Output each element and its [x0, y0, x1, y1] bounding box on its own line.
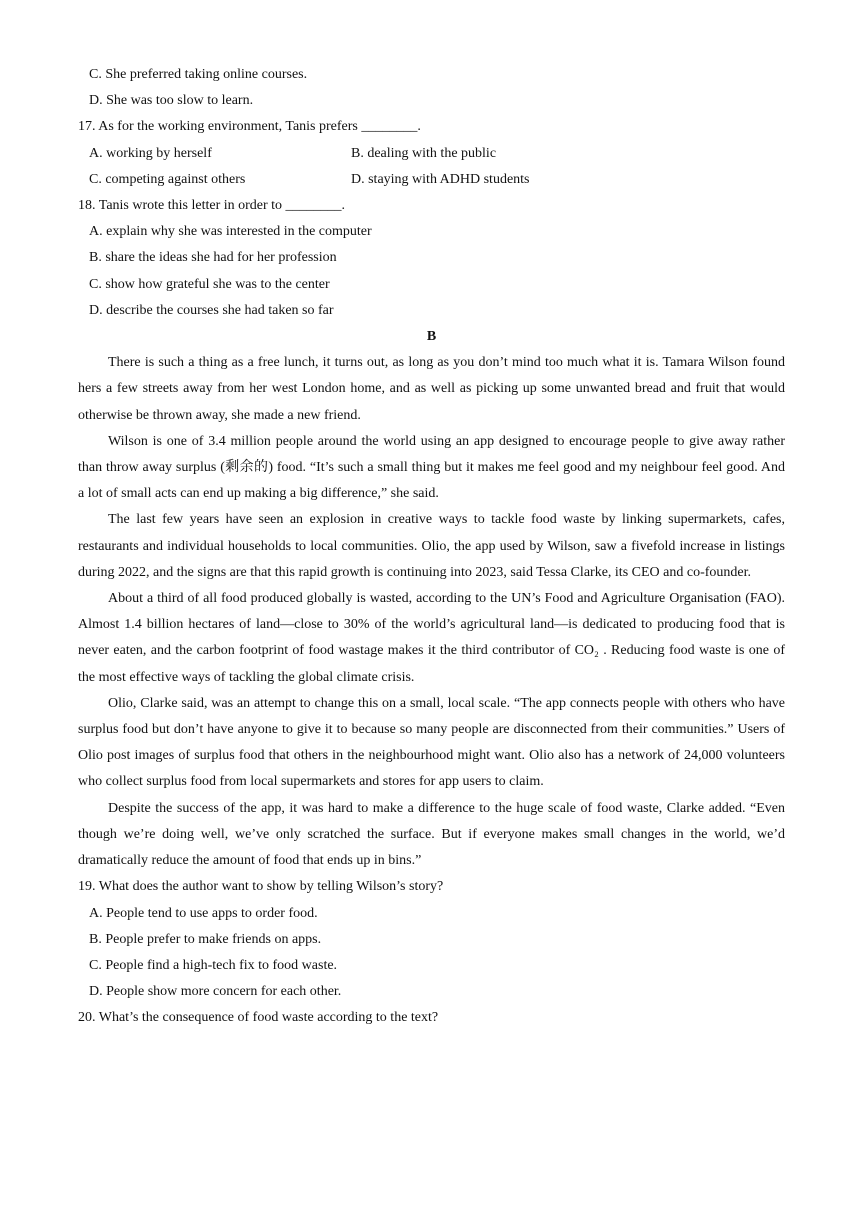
passage-paragraph: Despite the success of the app, it was hard to make a difference to the huge scale of food waste, Clarke added. “Even though we’re doing well, we’ve only scratched the surface. But if everyone makes small changes in the world, we’d dramatically reduce the amount of food that ends up in bins.”	[78, 800, 785, 869]
option-c: C. People find a high-tech fix to food waste.	[89, 957, 338, 973]
option-d: D. She was too slow to learn.	[89, 93, 254, 109]
option-c: C. She preferred taking online courses.	[89, 67, 308, 82]
option-row	[78, 167, 785, 193]
passage-paragraph: Wilson is one of 3.4 million people around the world using an app designed to encourage people to give away rather than throw away surplus (剩余的) food. “It’s such a small thing but it makes me feel good and my neighbour feel good. And a lot of small acts can end up making a big difference,” she said.	[78, 433, 785, 502]
passage-paragraph: There is such a thing as a free lunch, it turns out, as long as you don’t mind too much what it is. Tamara Wilson found hers a few streets away from her west London home, and as well as picking up some unwanted bread and fruit that would otherwise be thrown away, she made a new friend.	[78, 355, 785, 423]
option-b: B. dealing with the public	[351, 145, 497, 161]
question-18	[78, 193, 785, 324]
question-stem: 19. What does the author want to show by telling Wilson’s story?	[78, 879, 444, 895]
question-stem: 18. Tanis wrote this letter in order to ________.	[78, 198, 346, 214]
question-stem: 20. What’s the consequence of food waste according to the text?	[78, 1010, 439, 1026]
option-row	[78, 141, 785, 167]
option-b: B. People prefer to make friends on apps.	[89, 931, 322, 947]
passage-paragraph: Olio, Clarke said, was an attempt to change this on a small, local scale. “The app connects people with others who have surplus food but don’t have anyone to give it to because so many people are disconnected from their communities.” Users of Olio post images of surplus food that others in the neighbourhood might want. Olio also has a network of 24,000 volunteers who collect surplus food from local supermarkets and stores for app users to claim.	[78, 695, 785, 790]
passage-paragraph: About a third of all food produced globally is wasted, according to the UN’s Food and Agriculture Organisation (FAO). Almost 1.4 billion hectares of land—close to 30% of the world’s agricultural land—is dedicated to producing food that is never eaten, and the carbon footprint of food wastage makes it the third contributor of CO₂ . Reducing food waste is one of the most effective ways of tackling the global climate crisis.	[78, 591, 785, 685]
option-d: D. staying with ADHD students	[351, 171, 530, 187]
question-17	[78, 114, 785, 193]
document-page	[78, 62, 785, 1032]
option-c: C. competing against others	[89, 171, 246, 187]
option-b: B. share the ideas she had for her profession	[89, 250, 337, 266]
passage	[78, 350, 785, 874]
question-19	[78, 874, 785, 1005]
option-a: A. explain why she was interested in the computer	[89, 224, 372, 240]
option-c: C. show how grateful she was to the center	[89, 276, 330, 292]
question-stem: 17. As for the working environment, Tanis prefers ________.	[78, 119, 421, 135]
section-heading: B	[426, 329, 437, 345]
option-d: D. People show more concern for each other.	[89, 984, 342, 1000]
option-a: A. working by herself	[89, 145, 212, 161]
question-20	[78, 1005, 785, 1031]
option-a: A. People tend to use apps to order food.	[89, 905, 318, 921]
passage-paragraph: The last few years have seen an explosion in creative ways to tackle food waste by linking supermarkets, cafes, restaurants and individual households to local communities. Olio, the app used by Wilson, saw a fivefold increase in listings during 2022, and the signs are that this rapid growth is continuing into 2023, said Tessa Clarke, its CEO and co-founder.	[78, 512, 785, 580]
option-d: D. describe the courses she had taken so far	[89, 302, 334, 318]
question-16-options	[78, 62, 785, 114]
